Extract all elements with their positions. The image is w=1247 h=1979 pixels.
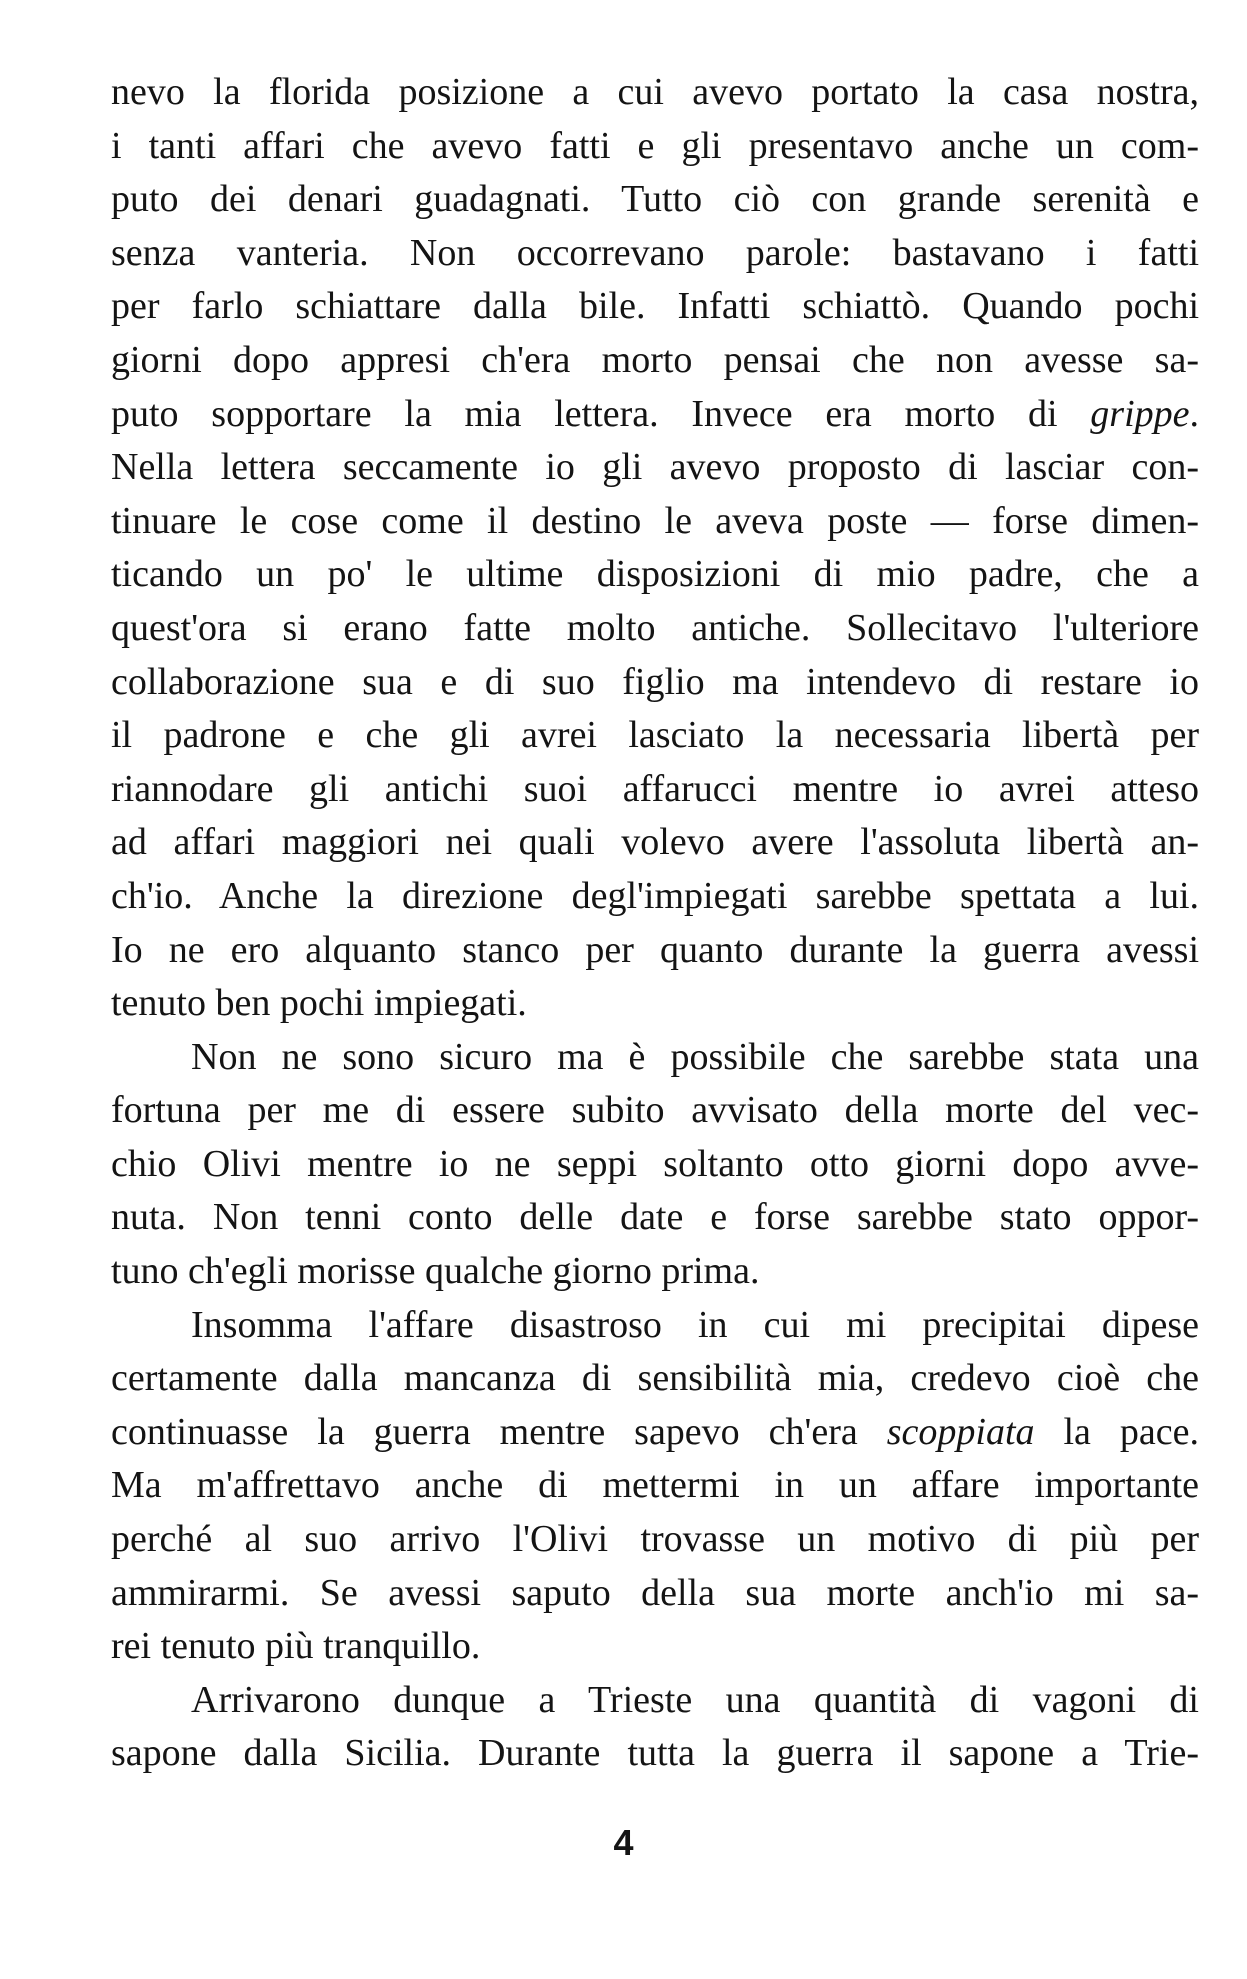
text-line [111, 1352, 1199, 1406]
text-span: perché al suo arrivo l'Olivi trovasse un motivo di più per [111, 1518, 1199, 1561]
text-line [111, 1567, 1199, 1621]
text-line [111, 388, 1199, 442]
text-line [111, 1674, 1199, 1728]
text-line [111, 602, 1199, 656]
text-line [111, 1084, 1199, 1138]
text-span: tenuto ben pochi impiegati. [111, 982, 527, 1025]
text-line [111, 1299, 1199, 1353]
text-span: rei tenuto più tranquillo. [111, 1625, 481, 1668]
text-line [111, 66, 1199, 120]
text-span: continuasse la guerra mentre sapevo ch'era [111, 1410, 887, 1453]
text-span: senza vanteria. Non occorrevano parole: bastavano i fatti [111, 231, 1199, 274]
text-line [111, 495, 1199, 549]
text-span: tinuare le cose come il destino le aveva poste — forse dimen- [111, 499, 1199, 542]
text-span: ad affari maggiori nei quali volevo avere l'assoluta libertà an- [111, 821, 1199, 864]
text-line [111, 548, 1199, 602]
text-line [111, 1406, 1199, 1460]
text-line [111, 656, 1199, 710]
text-span: puto sopportare la mia lettera. Invece era morto di [111, 392, 1091, 435]
body-text [111, 66, 1199, 1781]
text-span: il padrone e che gli avrei lasciato la necessaria libertà per [111, 714, 1199, 757]
text-span: . [1189, 392, 1199, 435]
text-span: sapone dalla Sicilia. Durante tutta la guerra il sapone a Trie- [111, 1732, 1199, 1775]
text-span: riannodare gli antichi suoi affarucci mentre io avrei atteso [111, 767, 1199, 810]
text-line [111, 1245, 1199, 1299]
text-span: Arrivarono dunque a Trieste una quantità di vagoni di [191, 1678, 1199, 1721]
text-span: Insomma l'affare disastroso in cui mi precipitai dipese [191, 1303, 1199, 1346]
text-span: Ma m'affrettavo anche di mettermi in un affare importante [111, 1464, 1199, 1507]
text-span: ammirarmi. Se avessi saputo della sua morte anch'io mi sa- [111, 1571, 1199, 1614]
text-line [111, 816, 1199, 870]
text-line [111, 1513, 1199, 1567]
text-line [111, 924, 1199, 978]
text-line [111, 1031, 1199, 1085]
text-span: per farlo schiattare dalla bile. Infatti schiattò. Quando pochi [111, 285, 1199, 328]
text-span: puto dei denari guadagnati. Tutto ciò con grande serenità e [111, 178, 1199, 221]
text-line [111, 227, 1199, 281]
text-line [111, 1620, 1199, 1674]
text-span: collaborazione sua e di suo figlio ma intendevo di restare io [111, 660, 1199, 703]
text-span: chio Olivi mentre io ne seppi soltanto otto giorni dopo avve- [111, 1142, 1199, 1185]
italic-text: scoppiata [886, 1410, 1035, 1453]
text-line [111, 977, 1199, 1031]
text-span: nuta. Non tenni conto delle date e forse sarebbe stato oppor- [111, 1196, 1199, 1239]
text-line [111, 334, 1199, 388]
text-line [111, 1459, 1199, 1513]
text-line [111, 763, 1199, 817]
text-span: fortuna per me di essere subito avvisato della morte del vec- [111, 1089, 1199, 1132]
text-line [111, 1191, 1199, 1245]
text-span: Non ne sono sicuro ma è possibile che sarebbe stata una [191, 1035, 1199, 1078]
text-line [111, 173, 1199, 227]
text-span: nevo la florida posizione a cui avevo portato la casa nostra, [111, 71, 1199, 113]
text-span: i tanti affari che avevo fatti e gli presentavo anche un com- [111, 124, 1199, 167]
text-line [111, 120, 1199, 174]
text-span: Nella lettera seccamente io gli avevo proposto di lasciar con- [111, 446, 1199, 489]
page-number: 4 [613, 1822, 634, 1863]
text-line [111, 870, 1199, 924]
text-span: giorni dopo appresi ch'era morto pensai che non avesse sa- [111, 338, 1199, 381]
text-line [111, 709, 1199, 763]
text-line [111, 1727, 1199, 1781]
text-line [111, 1138, 1199, 1192]
text-span: tuno ch'egli morisse qualche giorno prima. [111, 1250, 760, 1293]
text-line [111, 441, 1199, 495]
text-span: Io ne ero alquanto stanco per quanto durante la guerra avessi [111, 928, 1199, 971]
text-span: la pace. [1034, 1410, 1199, 1453]
text-span: certamente dalla mancanza di sensibilità mia, credevo cioè che [111, 1357, 1199, 1400]
italic-text: grippe [1090, 392, 1190, 435]
text-span: ch'io. Anche la direzione degl'impiegati sarebbe spettata a lui. [111, 874, 1199, 917]
text-span: quest'ora si erano fatte molto antiche. Sollecitavo l'ulteriore [111, 606, 1199, 649]
text-span: ticando un po' le ultime disposizioni di mio padre, che a [111, 553, 1199, 596]
text-line [111, 280, 1199, 334]
